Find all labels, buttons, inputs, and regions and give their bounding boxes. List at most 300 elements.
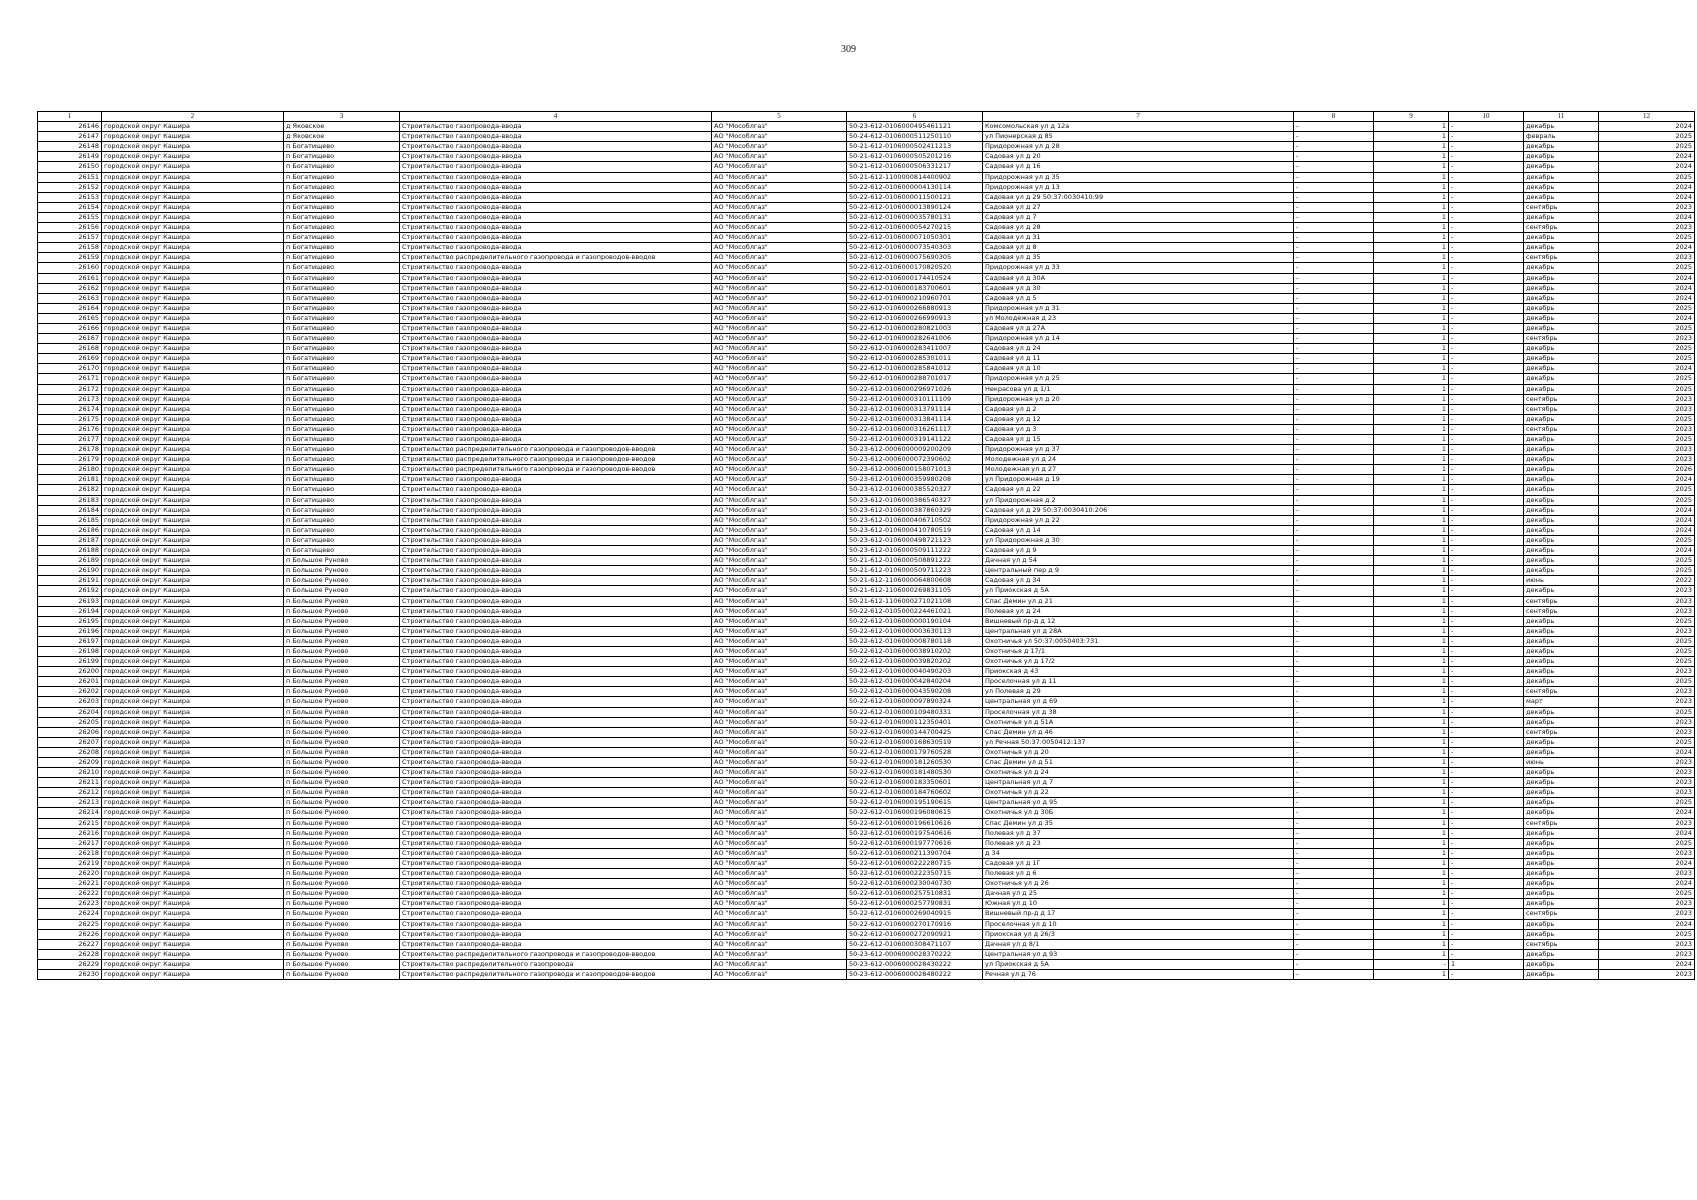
table-cell: - [1294,929,1374,939]
table-cell: Строительство распределительного газопровода и газопроводов-вводов [400,455,712,465]
table-cell: 1 [1374,808,1449,818]
table-cell: 50-23-612-0106000410780519 [847,525,983,535]
table-cell: городской округ Кашира [102,202,284,212]
table-cell: 2024 [1599,858,1695,868]
table-cell: АО "Мособлгаз" [712,233,847,243]
table-row [38,283,1695,293]
table-cell: - [1449,546,1524,556]
table-cell: декабрь [1524,626,1599,636]
table-cell: п Богатищево [284,303,400,313]
table-cell: п Большое Руново [284,677,400,687]
table-row [38,737,1695,747]
table-row [38,546,1695,556]
table-cell: - [1294,465,1374,475]
table-cell: декабрь [1524,828,1599,838]
table-cell: 26155 [38,212,102,222]
table-cell: п Богатищево [284,424,400,434]
table-cell: АО "Мособлгаз" [712,566,847,576]
table-cell: п Богатищево [284,515,400,525]
table-cell: 1 [1374,788,1449,798]
table-cell: 50-21-612-0106000509711223 [847,566,983,576]
table-row [38,334,1695,344]
table-cell: - [1449,475,1524,485]
table-row [38,192,1695,202]
table-cell: 2023 [1599,667,1695,677]
table-cell: 50-23-612-0006000028480222 [847,969,983,979]
table-cell: - [1449,889,1524,899]
table-cell: АО "Мособлгаз" [712,939,847,949]
table-cell: Строительство газопровода-ввода [400,929,712,939]
table-cell: - [1294,122,1374,132]
table-cell: 1 [1374,838,1449,848]
table-cell: - [1449,616,1524,626]
table-cell: 2024 [1599,515,1695,525]
table-cell: 2024 [1599,475,1695,485]
table-cell: - [1294,202,1374,212]
table-cell: Садовая ул д 24 [983,344,1294,354]
table-cell: - [1449,556,1524,566]
table-cell: 50-22-612-0106000269040915 [847,909,983,919]
table-cell: декабрь [1524,919,1599,929]
table-cell: Строительство газопровода-ввода [400,344,712,354]
table-cell: АО "Мособлгаз" [712,374,847,384]
table-cell: городской округ Кашира [102,869,284,879]
table-cell: 26220 [38,869,102,879]
table-cell: 2023 [1599,455,1695,465]
table-cell: 50-22-612-0106000184760602 [847,788,983,798]
table-cell: - [1294,223,1374,233]
table-cell: Строительство газопровода-ввода [400,707,712,717]
table-cell: п Богатищево [284,525,400,535]
table-cell: 26168 [38,344,102,354]
table-cell: - [1294,525,1374,535]
table-cell: 26222 [38,889,102,899]
table-cell: п Большое Руново [284,626,400,636]
table-cell: - [1294,384,1374,394]
table-cell: 2023 [1599,768,1695,778]
table-cell: 2024 [1599,293,1695,303]
table-cell: декабрь [1524,808,1599,818]
table-cell: декабрь [1524,667,1599,677]
table-row [38,657,1695,667]
table-cell: Спас Демин ул д 51 [983,758,1294,768]
table-cell: - [1294,515,1374,525]
table-cell: 1 [1374,758,1449,768]
table-row [38,535,1695,545]
table-cell: 1 [1374,384,1449,394]
table-row [38,364,1695,374]
table-cell: п Богатищево [284,404,400,414]
table-cell: городской округ Кашира [102,334,284,344]
table-cell: - [1294,152,1374,162]
table-cell: Строительство газопровода-ввода [400,525,712,535]
table-cell: 26225 [38,919,102,929]
table-cell: п Большое Руново [284,616,400,626]
table-cell: - [1449,142,1524,152]
table-cell: - [1294,657,1374,667]
table-cell: 26190 [38,566,102,576]
table-cell: - [1294,172,1374,182]
table-cell: - [1449,485,1524,495]
table-cell: городской округ Кашира [102,384,284,394]
table-cell: 1 [1374,455,1449,465]
table-cell: Проселочная ул д 10 [983,919,1294,929]
table-cell: п Большое Руново [284,969,400,979]
table-cell: 2025 [1599,566,1695,576]
table-cell: 2025 [1599,798,1695,808]
table-cell: п Богатищево [284,182,400,192]
table-cell: - [1449,909,1524,919]
table-cell: городской округ Кашира [102,223,284,233]
table-cell: - [1294,293,1374,303]
table-cell: Молодежная ул д 24 [983,455,1294,465]
table-cell: 26223 [38,899,102,909]
table-cell: городской округ Кашира [102,152,284,162]
table-cell: сентябрь [1524,727,1599,737]
table-cell: - [1449,636,1524,646]
table-cell: 2024 [1599,525,1695,535]
table-cell: АО "Мособлгаз" [712,475,847,485]
table-cell: АО "Мособлгаз" [712,848,847,858]
table-cell: - [1449,939,1524,949]
table-cell: 2025 [1599,435,1695,445]
table-cell: городской округ Кашира [102,455,284,465]
table-cell: 26193 [38,596,102,606]
table-cell: - [1294,858,1374,868]
table-row [38,233,1695,243]
table-row [38,697,1695,707]
table-cell: 26156 [38,223,102,233]
table-cell: - [1449,364,1524,374]
table-cell: - [1449,566,1524,576]
table-cell: АО "Мособлгаз" [712,515,847,525]
table-cell: 50-22-612-0106000310111109 [847,394,983,404]
table-cell: городской округ Кашира [102,566,284,576]
table-cell: АО "Мособлгаз" [712,313,847,323]
table-cell: АО "Мособлгаз" [712,485,847,495]
table-cell: городской округ Кашира [102,959,284,969]
table-cell: городской округ Кашира [102,323,284,333]
table-cell: декабрь [1524,283,1599,293]
table-cell: 1 [1374,253,1449,263]
table-cell: городской округ Кашира [102,243,284,253]
table-cell: городской округ Кашира [102,747,284,757]
table-cell: 1 [1374,414,1449,424]
table-cell: 2025 [1599,414,1695,424]
table-cell: Строительство газопровода-ввода [400,586,712,596]
table-cell: декабрь [1524,949,1599,959]
table-cell: Строительство газопровода-ввода [400,879,712,889]
table-row [38,899,1695,909]
table-cell: - [1294,606,1374,616]
table-cell: - [1449,384,1524,394]
table-cell: д Яковское [284,122,400,132]
table-cell: 50-23-612-0006000009200209 [847,445,983,455]
table-cell: 26204 [38,707,102,717]
table-row [38,687,1695,697]
table-cell: АО "Мособлгаз" [712,283,847,293]
table-cell: - [1449,687,1524,697]
table-cell: городской округ Кашира [102,939,284,949]
table-cell: - [1294,828,1374,838]
table-cell: АО "Мособлгаз" [712,354,847,364]
table-cell: Строительство газопровода-ввода [400,838,712,848]
table-cell: АО "Мособлгаз" [712,858,847,868]
table-cell: 1 [1374,273,1449,283]
table-cell: городской округ Кашира [102,253,284,263]
table-cell: - [1449,445,1524,455]
table-cell: 1 [1374,768,1449,778]
table-cell: Спас Демин ул д 46 [983,727,1294,737]
table-cell: - [1294,566,1374,576]
table-cell: 26189 [38,556,102,566]
table-cell: п Большое Руново [284,909,400,919]
table-cell: 1 [1374,535,1449,545]
table-cell: - [1294,344,1374,354]
table-cell: 26167 [38,334,102,344]
table-cell: п Большое Руново [284,646,400,656]
table-cell: городской округ Кашира [102,808,284,818]
table-cell: п Большое Руново [284,889,400,899]
table-cell: п Большое Руново [284,869,400,879]
table-cell: Строительство газопровода-ввода [400,263,712,273]
table-cell: декабрь [1524,162,1599,172]
table-cell: АО "Мособлгаз" [712,838,847,848]
table-cell: городской округ Кашира [102,313,284,323]
table-cell: 1 [1374,243,1449,253]
table-cell: Строительство газопровода-ввода [400,122,712,132]
table-cell: АО "Мособлгаз" [712,636,847,646]
table-cell: п Богатищево [284,323,400,333]
table-cell: - [1449,303,1524,313]
table-cell: Строительство газопровода-ввода [400,677,712,687]
table-cell: Спас Демин ул д 21 [983,596,1294,606]
table-cell: п Большое Руново [284,636,400,646]
table-cell: Центральная ул д 7 [983,778,1294,788]
table-cell: 26216 [38,828,102,838]
table-cell: - [1294,798,1374,808]
table-row [38,556,1695,566]
table-cell: - [1294,263,1374,273]
table-cell: п Богатищево [284,374,400,384]
table-cell: 50-22-612-0105000224461021 [847,606,983,616]
table-cell: Садовая ул д 10 [983,364,1294,374]
table-cell: городской округ Кашира [102,697,284,707]
table-cell: городской округ Кашира [102,616,284,626]
table-cell: - [1294,697,1374,707]
table-cell: 26154 [38,202,102,212]
table-cell: п Богатищево [284,445,400,455]
table-cell: АО "Мособлгаз" [712,323,847,333]
table-cell: 26180 [38,465,102,475]
table-cell: АО "Мособлгаз" [712,919,847,929]
table-cell: 26187 [38,535,102,545]
table-cell: Строительство газопровода-ввода [400,142,712,152]
table-cell: - [1294,707,1374,717]
table-cell: городской округ Кашира [102,172,284,182]
table-cell: Охотничья ул 50:37:0050403:731 [983,636,1294,646]
table-row [38,223,1695,233]
table-cell: АО "Мособлгаз" [712,546,847,556]
table-cell: АО "Мособлгаз" [712,758,847,768]
table-cell: АО "Мособлгаз" [712,808,847,818]
table-cell: АО "Мособлгаз" [712,596,847,606]
table-cell: - [1294,374,1374,384]
table-cell: п Богатищево [284,223,400,233]
table-cell: 2025 [1599,707,1695,717]
table-cell: 50-22-612-0106000296971026 [847,384,983,394]
table-cell: - [1294,838,1374,848]
table-cell: - [1294,869,1374,879]
table-cell: Строительство газопровода-ввода [400,596,712,606]
table-cell: АО "Мособлгаз" [712,909,847,919]
table-cell: п Большое Руново [284,818,400,828]
table-cell: декабрь [1524,929,1599,939]
table-cell: городской округ Кашира [102,949,284,959]
table-cell: - [1294,364,1374,374]
table-cell: - [1449,646,1524,656]
table-cell: - [1449,778,1524,788]
table-cell: 26208 [38,747,102,757]
table-cell: АО "Мособлгаз" [712,626,847,636]
table-cell: 2025 [1599,132,1695,142]
table-cell: городской округ Кашира [102,495,284,505]
table-cell: п Богатищево [284,364,400,374]
table-cell: 50-22-612-0106000197770616 [847,838,983,848]
table-cell: 50-23-612-0106000406710502 [847,515,983,525]
table-cell: Строительство газопровода-ввода [400,939,712,949]
table-cell: п Богатищево [284,172,400,182]
table-cell: Проселочная ул д 11 [983,677,1294,687]
table-cell: 1 [1374,303,1449,313]
table-cell: 2024 [1599,313,1695,323]
table-cell: п Большое Руново [284,768,400,778]
table-cell: АО "Мособлгаз" [712,869,847,879]
table-cell: п Большое Руново [284,727,400,737]
table-cell: декабрь [1524,646,1599,656]
table-cell: 50-22-612-0106000288701017 [847,374,983,384]
table-cell: 50-22-612-0106000168630519 [847,737,983,747]
table-cell: 50-22-612-0106000270170916 [847,919,983,929]
table-cell: 26227 [38,939,102,949]
table-cell: Охотничья ул д 22 [983,788,1294,798]
table-cell: 50-22-612-0106000308471107 [847,939,983,949]
table-cell: 50-23-612-0106000495461121 [847,122,983,132]
table-cell: 26226 [38,929,102,939]
table-row [38,485,1695,495]
table-cell: декабрь [1524,323,1599,333]
table-cell: Строительство газопровода-ввода [400,233,712,243]
table-cell: Строительство газопровода-ввода [400,909,712,919]
table-row [38,889,1695,899]
table-cell: 26162 [38,283,102,293]
table-cell: АО "Мособлгаз" [712,657,847,667]
table-cell: Садовая ул д 8 [983,243,1294,253]
table-cell: Дачная ул д 8/1 [983,939,1294,949]
table-cell: Строительство газопровода-ввода [400,192,712,202]
table-cell: - [1449,212,1524,222]
table-cell: ул Приокская д 5А [983,959,1294,969]
table-cell: АО "Мособлгаз" [712,172,847,182]
table-row [38,525,1695,535]
table-cell: 26218 [38,848,102,858]
table-cell: 50-22-612-0106000000190104 [847,616,983,626]
table-cell: 26207 [38,737,102,747]
table-cell: - [1294,586,1374,596]
table-cell: 2023 [1599,818,1695,828]
table-cell: - [1294,414,1374,424]
table-cell: - [1294,212,1374,222]
table-row [38,435,1695,445]
table-cell: 1 [1374,616,1449,626]
table-cell: АО "Мособлгаз" [712,182,847,192]
table-cell: Строительство газопровода-ввода [400,818,712,828]
table-cell: 50-23-612-0006000158071013 [847,465,983,475]
table-cell: АО "Мособлгаз" [712,152,847,162]
table-cell: 2023 [1599,586,1695,596]
table-cell: 1 [1374,889,1449,899]
table-cell: - [1449,596,1524,606]
table-cell: Придорожная ул д 28 [983,142,1294,152]
table-cell: п Богатищево [284,475,400,485]
table-cell: 1 [1374,949,1449,959]
table-cell: 50-22-612-0106000183700601 [847,283,983,293]
table-cell: Строительство газопровода-ввода [400,404,712,414]
table-cell: 1 [1374,919,1449,929]
table-cell: 26209 [38,758,102,768]
table-cell: п Богатищево [284,535,400,545]
table-cell: п Большое Руново [284,798,400,808]
column-header-row [38,112,1695,122]
table-cell: 2022 [1599,576,1695,586]
table-cell: 2023 [1599,687,1695,697]
table-row [38,969,1695,979]
table-cell: март [1524,697,1599,707]
table-cell: 26163 [38,293,102,303]
table-cell: 50-22-612-0106000266880913 [847,303,983,313]
table-cell: 1 [1374,505,1449,515]
table-row [38,212,1695,222]
table-cell: Вишневый пр-д д 17 [983,909,1294,919]
table-cell: - [1294,283,1374,293]
table-cell: п Большое Руново [284,758,400,768]
table-cell: городской округ Кашира [102,465,284,475]
table-cell: - [1449,293,1524,303]
table-cell: 1 [1374,747,1449,757]
table-cell: 50-22-612-0106000181480530 [847,768,983,778]
table-cell: Полевая ул д 6 [983,869,1294,879]
table-cell: - [1449,404,1524,414]
table-cell: 2023 [1599,697,1695,707]
table-cell: городской округ Кашира [102,424,284,434]
table-cell: - [1294,909,1374,919]
table-cell: п Богатищево [284,384,400,394]
table-cell: декабрь [1524,505,1599,515]
table-cell: городской округ Кашира [102,374,284,384]
table-cell: - [1294,576,1374,586]
table-cell: п Большое Руново [284,959,400,969]
table-cell: - [1294,394,1374,404]
table-cell: п Большое Руново [284,808,400,818]
table-cell: - [1449,313,1524,323]
table-cell: 2024 [1599,364,1695,374]
table-cell: 1 [1374,586,1449,596]
table-cell: 50-22-612-0106000196610616 [847,818,983,828]
table-cell: 50-22-612-0106000282641006 [847,334,983,344]
table-cell: городской округ Кашира [102,475,284,485]
table-cell: п Богатищево [284,394,400,404]
table-cell: Строительство газопровода-ввода [400,858,712,868]
